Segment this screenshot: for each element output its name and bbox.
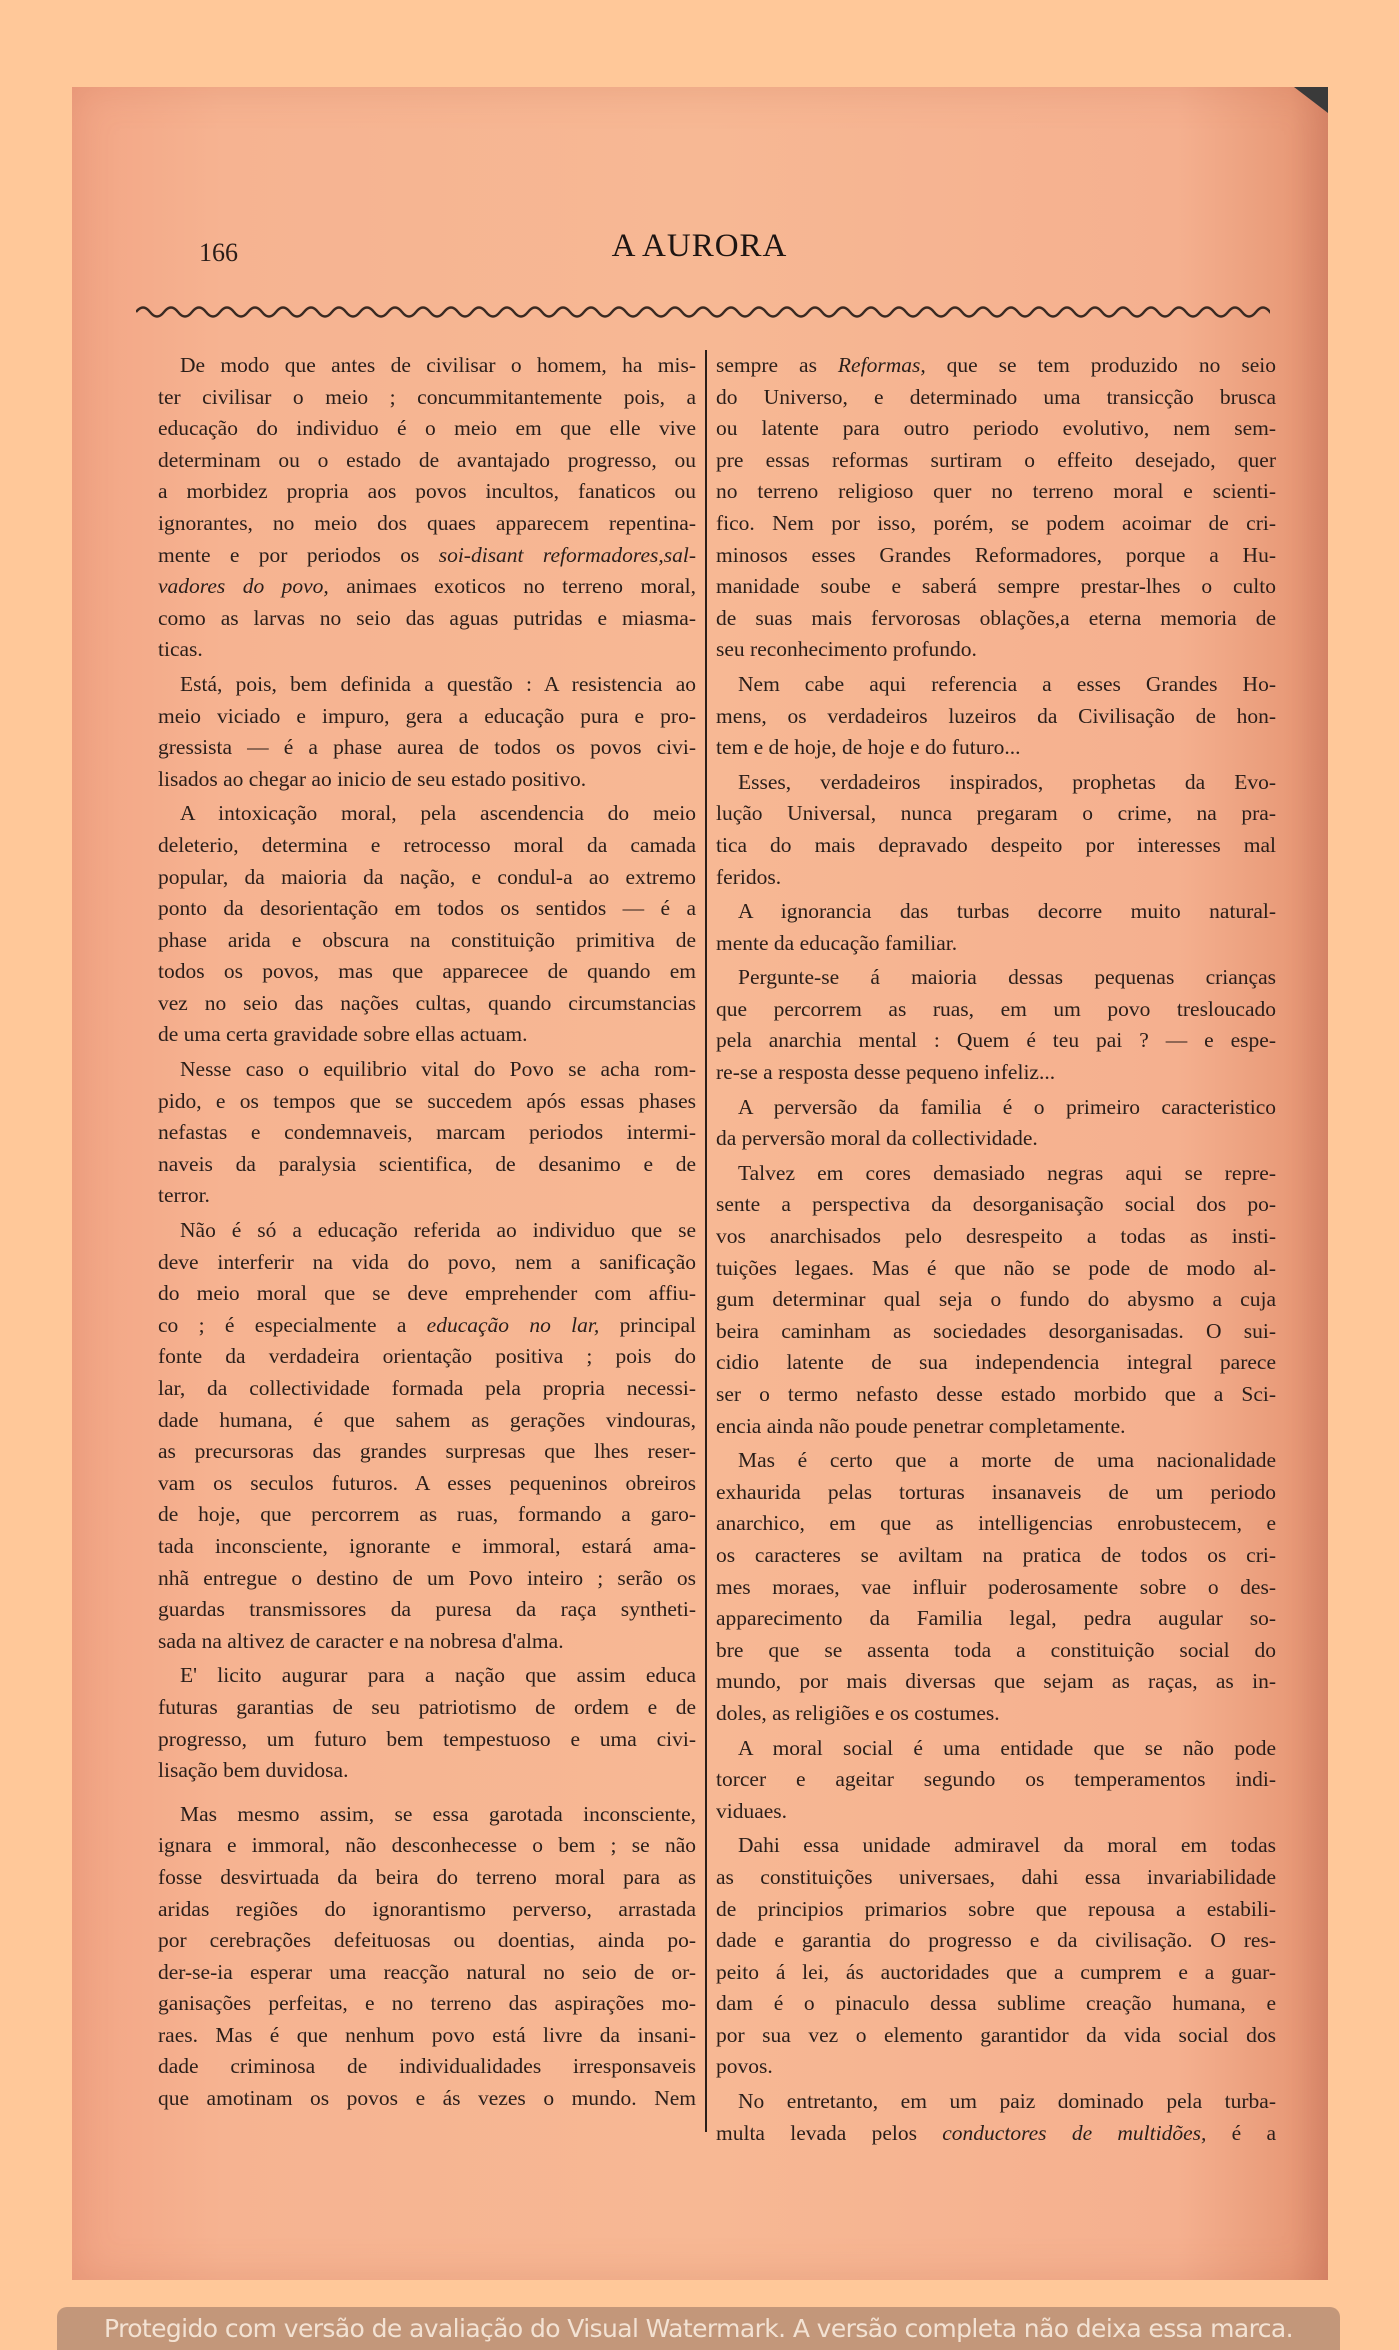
text-line: vam os seculos futuros. A esses pequeninos obreiros <box>158 1470 696 1495</box>
text-line: Mas é certo que a morte de uma nacionalidade <box>738 1448 1276 1473</box>
text-line: De modo que antes de civilisar o homem, ha mis- <box>180 353 696 377</box>
text-line: dade e garantia do progresso e da civilisação. O res- <box>716 1928 1276 1953</box>
article-paragraph <box>716 1158 1276 1442</box>
text-line: ticas. <box>158 637 203 662</box>
text-line: os caracteres se aviltam na pratica de todos os cri- <box>716 1542 1276 1567</box>
text-line: aridas regiões do ignorantismo perverso, arrastada <box>158 1896 696 1921</box>
article-paragraph <box>716 2086 1276 2149</box>
text-line: dam é o pinaculo dessa sublime creação humana, e <box>716 1991 1276 2016</box>
page-title: A AURORA <box>611 228 788 264</box>
text-line: por cerebrações defeituosas ou doentias, ainda po- <box>158 1928 696 1953</box>
text-line <box>716 2118 1276 2150</box>
text-line: exhaurida pelas torturas insanaveis de um periodo <box>716 1479 1276 1504</box>
text-line: da perversão moral da collectividade. <box>716 1126 1038 1151</box>
text-segment: é a <box>1206 2120 1277 2145</box>
text-line: que percorrem as ruas, em um povo tresloucado <box>716 996 1276 1021</box>
torn-corner <box>1294 87 1328 113</box>
text-line: feridos. <box>716 864 782 889</box>
text-line: Mas mesmo assim, se essa garotada inconsciente, <box>180 1801 696 1826</box>
text-line: lisação bem duvidosa. <box>158 1758 349 1783</box>
text-line: bre que se assenta toda a constituição social do <box>716 1637 1276 1662</box>
text-segment: que se tem produzido no seio <box>925 353 1276 377</box>
text-line: tada inconsciente, ignorante e immoral, estará ama- <box>158 1533 696 1558</box>
text-line: raes. Mas é que nenhum povo está livre da insani- <box>158 2022 696 2047</box>
text-line: gressista — é a phase aurea de todos os povos civi- <box>158 735 696 760</box>
text-line: Está, pois, bem definida a questão : A resistencia ao <box>180 671 696 696</box>
page-number: 166 <box>199 238 238 267</box>
text-line: de suas mais fervorosas oblações,a eterna memoria de <box>716 605 1276 630</box>
text-line: No entretanto, em um paiz dominado pela turba- <box>738 2089 1276 2114</box>
text-line: vos anarchisados pelo desrespeito a todas as insti- <box>716 1224 1276 1249</box>
text-line: Não é só a educação referida ao individuo que se <box>180 1218 696 1243</box>
text-line: fosse desvirtuada da beira do terreno moral para as <box>158 1864 696 1889</box>
text-line: beira caminham as sociedades desorganisadas. O sui- <box>716 1318 1276 1343</box>
text-line: como as larvas no seio das aguas putridas e miasma- <box>158 605 696 630</box>
text-line: sada na altivez de caracter e na nobresa d'alma. <box>158 1628 564 1653</box>
text-line: ignara e immoral, não desconhecesse o bem ; se não <box>158 1833 696 1858</box>
text-line: manidade soube e saberá sempre prestar-lhes o culto <box>716 574 1276 599</box>
text-line: vez no seio das nações cultas, quando circumstancias <box>158 990 696 1015</box>
italic-text: vadores do povo, <box>158 574 329 599</box>
article-paragraph <box>158 350 696 666</box>
article-paragraph <box>716 767 1276 893</box>
text-line: pela anarchia mental : Quem é teu pai ? — e espe- <box>716 1028 1276 1053</box>
text-line: anarchico, em que as intelligencias enrobustecem, e <box>716 1511 1276 1536</box>
text-line: apparecimento da Familia legal, pedra augular so- <box>716 1606 1276 1631</box>
article-paragraph <box>716 1445 1276 1729</box>
text-line: ignorantes, no meio dos quaes apparecem repentina- <box>158 510 696 535</box>
text-line: de principios primarios sobre que repousa a estabili- <box>716 1896 1276 1921</box>
text-line: tuições legaes. Mas é que não se pode de modo al- <box>716 1255 1276 1280</box>
text-line: a morbidez propria aos povos incultos, fanaticos ou <box>158 479 696 504</box>
text-segment: animaes exoticos no terreno moral, <box>328 574 696 599</box>
text-line <box>158 540 696 572</box>
text-line: futuras garantias de seu patriotismo de ordem e de <box>158 1694 696 1719</box>
text-line: ganisações perfeitas, e no terreno das aspirações mo- <box>158 1991 696 2016</box>
text-line: deve interferir na vida do povo, nem a sanificação <box>158 1249 696 1274</box>
text-line: sente a perspectiva da desorganisação social dos po- <box>716 1192 1276 1217</box>
text-line: de hoje, que percorrem as ruas, formando a garo- <box>158 1502 696 1527</box>
italic-text: Reformas, <box>837 353 926 377</box>
text-line: lisados ao chegar ao inicio de seu estado positivo. <box>158 766 587 791</box>
article-column-left <box>158 350 696 2118</box>
text-line: doles, as religiões e os costumes. <box>716 1700 1000 1725</box>
article-column-right <box>716 350 1276 2152</box>
text-segment: mente e por periodos os <box>158 542 439 567</box>
text-line: mes moraes, vae influir poderosamente sobre o des- <box>716 1574 1276 1599</box>
article-paragraph <box>158 669 696 795</box>
text-line: re-se a resposta desse pequeno infeliz... <box>716 1060 1056 1085</box>
watermark-banner: Protegido com versão de avaliação do Visual Watermark. A versão completa não deixa essa marca. <box>57 2307 1340 2350</box>
text-line: mundo, por mais diversas que sejam as raças, as in- <box>716 1669 1276 1694</box>
text-line: naveis da paralysia scientifica, de desanimo e de <box>158 1151 696 1176</box>
article-paragraph <box>716 896 1276 959</box>
text-line: por sua vez o elemento garantidor da vida social dos <box>716 2022 1276 2047</box>
text-line: encia ainda não poude penetrar completamente. <box>716 1413 1126 1438</box>
text-line: do meio moral que se deve emprehender com affiu- <box>158 1281 696 1306</box>
text-line: meio viciado e impuro, gera a educação pura e pro- <box>158 703 696 728</box>
italic-text: soi-disant reformadores,sal- <box>438 542 696 567</box>
text-line: todos os povos, mas que apparecee de quando em <box>158 959 696 984</box>
text-line: lução Universal, nunca pregaram o crime, na pra- <box>716 801 1276 826</box>
text-line: Talvez em cores demasiado negras aqui se repre- <box>738 1160 1276 1185</box>
text-line: fonte da verdadeira orientação positiva ; pois do <box>158 1344 696 1369</box>
text-line: E' licito augurar para a nação que assim educa <box>180 1663 696 1688</box>
article-paragraph <box>716 962 1276 1088</box>
text-line <box>158 1310 696 1342</box>
column-divider <box>705 350 707 2132</box>
text-line: peito á lei, ás auctoridades que a cumprem e a guar- <box>716 1959 1276 1984</box>
article-paragraph <box>716 1092 1276 1155</box>
text-line: torcer e ageitar segundo os temperamentos indi- <box>716 1767 1276 1792</box>
text-line: cidio latente de sua independencia integral parece <box>716 1350 1276 1375</box>
text-line <box>716 350 1276 382</box>
text-line: A moral social é uma entidade que se não pode <box>738 1735 1276 1760</box>
article-paragraph <box>158 1799 696 2115</box>
text-line: A ignorancia das turbas decorre muito natural- <box>738 899 1276 924</box>
text-line: as precursoras das grandes surpresas que lhes reser- <box>158 1439 696 1464</box>
text-line: tem e de hoje, de hoje e do futuro... <box>716 735 1021 760</box>
text-line: fico. Nem por isso, porém, se podem acoimar de cri- <box>716 510 1276 535</box>
text-line: viduaes. <box>716 1798 788 1823</box>
article-paragraph <box>158 798 696 1051</box>
text-line: determinam ou o estado de avantajado progresso, ou <box>158 447 696 472</box>
text-line: phase arida e obscura na constituição primitiva de <box>158 927 696 952</box>
text-line: nefastas e condemnaveis, marcam periodos intermi- <box>158 1120 696 1145</box>
text-line: do Universo, e determinado uma transicção brusca <box>716 384 1276 409</box>
text-line: deleterio, determina e retrocesso moral da camada <box>158 832 696 857</box>
text-line: as constituições universaes, dahi essa invariabilidade <box>716 1864 1276 1889</box>
text-line: pre essas reformas surtiram o effeito desejado, quer <box>716 447 1276 472</box>
text-line: Pergunte-se á maioria dessas pequenas crianças <box>738 965 1276 990</box>
italic-text: educação no lar, <box>426 1312 600 1337</box>
text-line: Dahi essa unidade admiravel da moral em todas <box>738 1833 1276 1858</box>
wavy-ornamental-rule <box>136 300 1270 324</box>
text-line: educação do individuo é o meio em que elle vive <box>158 416 696 441</box>
text-line: nhã entregue o destino de um Povo inteiro ; serão os <box>158 1565 696 1590</box>
text-line: Esses, verdadeiros inspirados, prophetas da Evo- <box>738 769 1276 794</box>
article-paragraph <box>716 1830 1276 2083</box>
text-line: minosos esses Grandes Reformadores, porque a Hu- <box>716 542 1276 567</box>
text-line: ou latente para outro periodo evolutivo, nem sem- <box>716 416 1276 441</box>
italic-text: conductores de multidões, <box>942 2120 1207 2145</box>
text-line: dade criminosa de individualidades irresponsaveis <box>158 2054 696 2079</box>
text-line: dade humana, é que sahem as gerações vindouras, <box>158 1407 696 1432</box>
text-line: seu reconhecimento profundo. <box>716 637 977 662</box>
text-line: tica do mais depravado despeito por interesses mal <box>716 832 1276 857</box>
text-line: mens, os verdadeiros luzeiros da Civilisação de hon- <box>716 703 1276 728</box>
text-line: progresso, um futuro bem tempestuoso e uma civi- <box>158 1726 696 1751</box>
text-line: povos. <box>716 2054 773 2079</box>
text-line: Nem cabe aqui referencia a esses Grandes Ho- <box>738 671 1276 696</box>
text-segment: co ; é especialmente a <box>158 1312 427 1337</box>
text-line: no terreno religioso quer no terreno moral e scienti- <box>716 479 1276 504</box>
text-line: der-se-ia esperar uma reacção natural no seio de or- <box>158 1959 696 1984</box>
text-line: lar, da collectividade formada pela propria necessi- <box>158 1376 696 1400</box>
text-line: A perversão da familia é o primeiro caracteristico <box>738 1094 1276 1119</box>
text-segment: principal <box>599 1312 696 1337</box>
text-line: mente da educação familiar. <box>716 930 958 955</box>
text-segment: sempre as <box>716 353 838 377</box>
text-line: que amotinam os povos e ás vezes o mundo. Nem <box>158 2086 696 2111</box>
text-line: A intoxicação moral, pela ascendencia do meio <box>180 801 696 826</box>
text-line: pido, e os tempos que se succedem após essas phases <box>158 1088 696 1113</box>
text-line: terror. <box>158 1183 210 1208</box>
text-line: Nesse caso o equilibrio vital do Povo se acha rom- <box>180 1057 696 1082</box>
text-line: ter civilisar o meio ; concummitantemente pois, a <box>158 384 696 409</box>
text-line: gum determinar qual seja o fundo do abysmo a cuja <box>716 1287 1276 1312</box>
text-line: ser o termo nefasto desse estado morbido que a Sci- <box>716 1382 1276 1406</box>
article-paragraph <box>158 1215 696 1657</box>
text-line <box>158 571 696 603</box>
article-paragraph <box>716 350 1276 666</box>
article-paragraph <box>716 669 1276 764</box>
text-line: ponto da desorientação em todos os sentidos — é a <box>158 896 696 921</box>
text-line: popular, da maioria da nação, e condul-a ao extremo <box>158 864 696 889</box>
article-paragraph <box>158 1054 696 1212</box>
text-line: guardas transmissores da puresa da raça syntheti- <box>158 1597 696 1622</box>
text-segment: multa levada pelos <box>716 2120 943 2145</box>
article-paragraph <box>158 1660 696 1786</box>
text-line: de uma certa gravidade sobre ellas actuam. <box>158 1022 528 1047</box>
article-paragraph <box>716 1733 1276 1828</box>
